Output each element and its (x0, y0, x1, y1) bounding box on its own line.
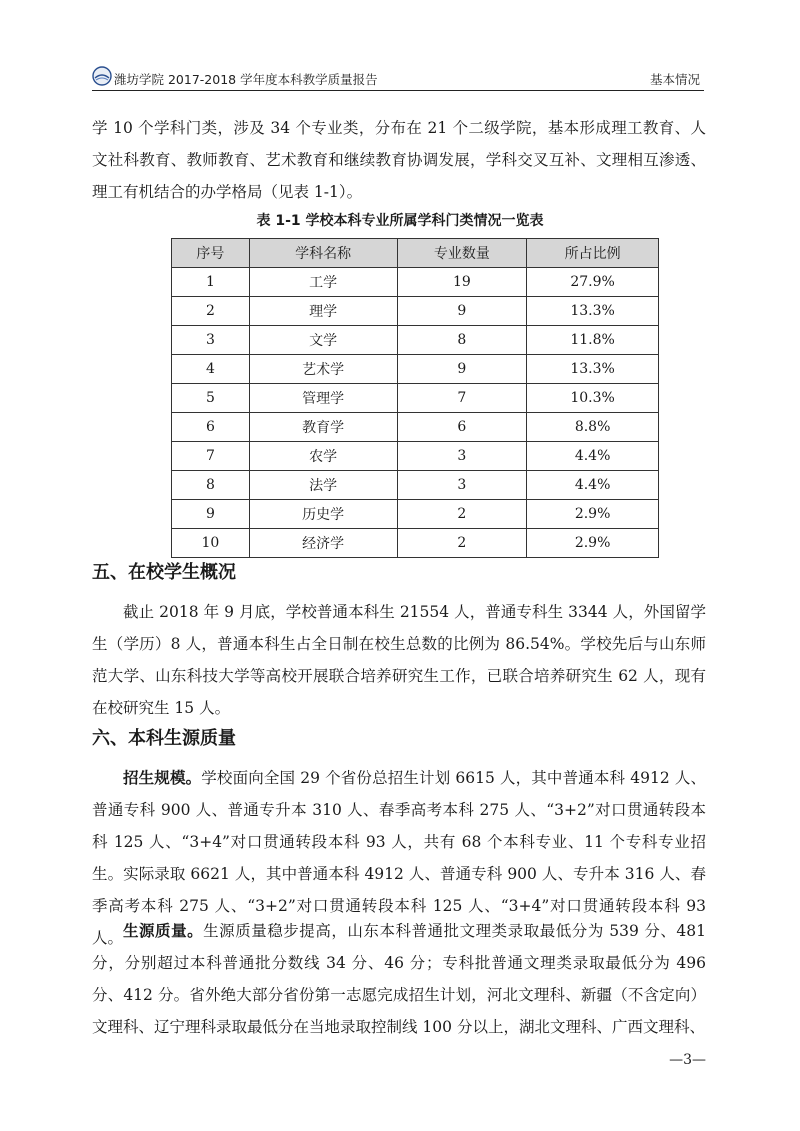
cell-index: 5 (172, 384, 250, 413)
header-index: 序号 (172, 239, 250, 268)
intro-paragraph: 学 10 个学科门类，涉及 34 个专业类，分布在 21 个二级学院，基本形成理工教育、人文社科教育、教师教育、艺术教育和继续教育协调发展，学科交叉互补、文理相互渗透、理工有机结合的办学格局（见表 1-1）。 (92, 119, 706, 201)
header-ratio: 所占比例 (527, 239, 659, 268)
cell-count: 2 (397, 529, 527, 558)
table-row (172, 268, 659, 297)
cell-discipline: 农学 (249, 442, 397, 471)
cell-ratio: 13.3% (527, 297, 659, 326)
cell-ratio: 8.8% (527, 413, 659, 442)
cell-discipline: 历史学 (249, 500, 397, 529)
cell-discipline: 教育学 (249, 413, 397, 442)
cell-ratio: 2.9% (527, 529, 659, 558)
cell-index: 3 (172, 326, 250, 355)
cell-index: 10 (172, 529, 250, 558)
cell-index: 4 (172, 355, 250, 384)
section-5-paragraph: 截止 2018 年 9 月底，学校普通本科生 21554 人，普通专科生 3344 人，外国留学生（学历）8 人，普通本科生占全日制在校生总数的比例为 86.54%。学校先后与山东师范大学、山东科技大学等高校开展联合培养研究生工作，已联合培养研究生 62 人，现有在校研究生 15 人。 (92, 603, 706, 717)
cell-count: 9 (397, 355, 527, 384)
table-row (172, 471, 659, 500)
table-row (172, 355, 659, 384)
table-row (172, 529, 659, 558)
enrollment-scale-text: 学校面向全国 29 个省份总招生计划 6615 人，其中普通本科 4912 人、普通专科 900 人、普通专升本 310 人、春季高考本科 275 人、“3+2”对口贯通转段本科 125 人、“3+4”对口贯通转段本科 93 人，共有 68 个本科专业、11 个专科专业招生。实际录取 6621 人，其中普通本科 4912 人、普通专科 900 人、专升本 316 人、春季高考本科 275 人、“3+2”对口贯通转段本科 125 人、“3+4”对口贯通转段本科 93 人。 (92, 769, 706, 947)
table-row (172, 326, 659, 355)
section-5-title: 五、在校学生概况 (92, 562, 236, 583)
cell-discipline: 工学 (249, 268, 397, 297)
cell-count: 7 (397, 384, 527, 413)
page-header (92, 64, 704, 91)
table-caption: 表 1-1 学校本科专业所属学科门类情况一览表 (256, 213, 544, 229)
cell-count: 3 (397, 471, 527, 500)
header-section: 基本情况 (649, 72, 700, 87)
cell-discipline: 法学 (249, 471, 397, 500)
page-number: —3— (669, 1052, 706, 1068)
header-title: 潍坊学院 2017-2018 学年度本科教学质量报告 (114, 72, 378, 87)
cell-discipline: 经济学 (249, 529, 397, 558)
cell-discipline: 文学 (249, 326, 397, 355)
cell-count: 19 (397, 268, 527, 297)
table-row (172, 384, 659, 413)
cell-count: 9 (397, 297, 527, 326)
cell-index: 7 (172, 442, 250, 471)
discipline-table (171, 238, 659, 558)
cell-ratio: 10.3% (527, 384, 659, 413)
section-6-title: 六、本科生源质量 (92, 728, 236, 749)
cell-ratio: 13.3% (527, 355, 659, 384)
table-header-row (172, 239, 659, 268)
table-row (172, 413, 659, 442)
cell-index: 9 (172, 500, 250, 529)
cell-ratio: 4.4% (527, 442, 659, 471)
cell-discipline: 艺术学 (249, 355, 397, 384)
cell-ratio: 27.9% (527, 268, 659, 297)
cell-discipline: 管理学 (249, 384, 397, 413)
cell-index: 6 (172, 413, 250, 442)
cell-discipline: 理学 (249, 297, 397, 326)
cell-count: 8 (397, 326, 527, 355)
table-row (172, 442, 659, 471)
cell-count: 6 (397, 413, 527, 442)
cell-count: 2 (397, 500, 527, 529)
cell-ratio: 4.4% (527, 471, 659, 500)
cell-count: 3 (397, 442, 527, 471)
enrollment-scale-lead: 招生规模。 (123, 768, 202, 787)
cell-index: 1 (172, 268, 250, 297)
table-row (172, 500, 659, 529)
header-count: 专业数量 (397, 239, 527, 268)
cell-ratio: 2.9% (527, 500, 659, 529)
cell-index: 2 (172, 297, 250, 326)
header-discipline: 学科名称 (249, 239, 397, 268)
cell-index: 8 (172, 471, 250, 500)
source-quality-paragraph (92, 915, 706, 1043)
university-logo-icon (92, 66, 112, 86)
table-row (172, 297, 659, 326)
source-quality-text: 生源质量稳步提高，山东本科普通批文理类录取最低分为 539 分、481 分，分别超过本科普通批分数线 34 分、46 分；专科批普通文理类录取最低分为 496 分、412 分。省外绝大部分省份第一志愿完成招生计划，河北文理科、新疆（不含定向）文理科、辽宁理科录取最低分在当地录取控制线 100 分以上，湖北文理科、广西文理科、 (92, 922, 706, 1036)
source-quality-lead: 生源质量。 (123, 921, 204, 940)
cell-ratio: 11.8% (527, 326, 659, 355)
